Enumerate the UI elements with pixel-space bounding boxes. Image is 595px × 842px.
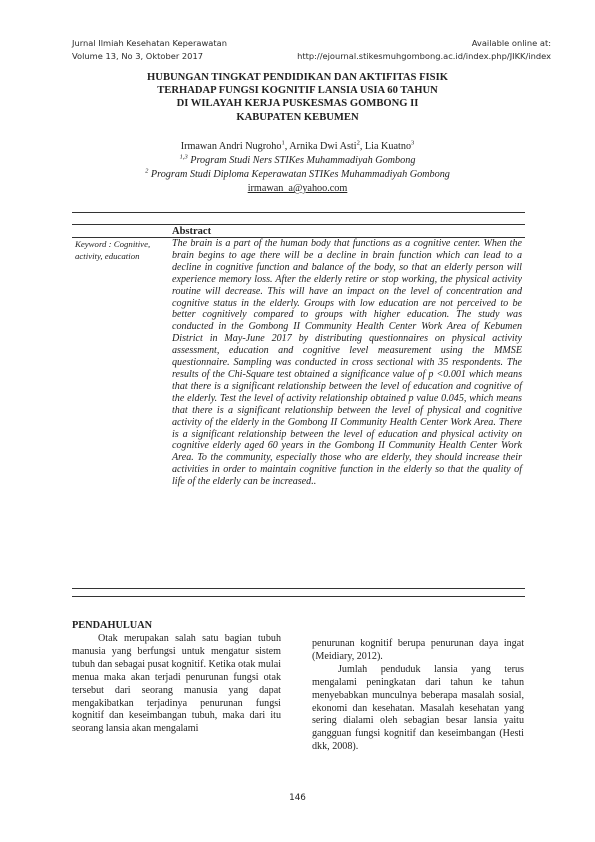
affiliation-2-sup: 2 <box>145 167 149 175</box>
author-2-sup: 2 <box>356 139 360 147</box>
author-sep-2: , <box>359 141 365 152</box>
affiliation-1-sup: 1,3 <box>179 153 188 161</box>
author-3: Lia Kuatno <box>364 141 412 152</box>
author-block <box>40 140 555 196</box>
body-column-right <box>312 638 524 754</box>
affiliation-2 <box>40 168 555 182</box>
journal-url[interactable]: http://ejournal.stikesmuhgombong.ac.id/index.php/JIKK/index <box>297 50 551 61</box>
author-2: Arnika Dwi Asti <box>289 141 357 152</box>
available-online-label: Available online at: <box>471 38 551 48</box>
running-header-right <box>297 37 551 62</box>
section-heading: PENDAHULUAN <box>72 620 153 631</box>
title-line-3: DI WILAYAH KERJA PUSKESMAS GOMBONG II <box>176 98 419 110</box>
title-line-2: TERHADAP FUNGSI KOGNITIF LANSIA USIA 60 TAHUN <box>157 85 438 97</box>
author-1: Irmawan Andri Nugroho <box>180 141 282 152</box>
journal-name: Jurnal Ilmiah Kesehatan Keperawatan <box>72 38 227 48</box>
page-number: 146 <box>289 793 306 803</box>
intro-paragraph-2: Jumlah penduduk lansia yang terus mengalami peningkatan dari tahun ke tahun menyebabkan munculnya beberapa masalah sosial, ekonomi dan kesehatan. Masalah kesehatan yang sering dialami oleh sebagian besar lansia yaitu gangguan fungsi kognitif dan keseimbangan (Hesti dkk, 2008). <box>312 663 524 753</box>
author-sep-1: , <box>284 141 290 152</box>
title-line-4: KABUPATEN KEBUMEN <box>236 111 359 123</box>
paper-title <box>40 71 555 124</box>
author-1-sup: 1 <box>281 139 285 147</box>
abstract-bottom-rule <box>72 588 525 589</box>
author-email <box>40 182 555 196</box>
running-header-left <box>72 37 227 62</box>
abstract-bottom-rule-2 <box>72 596 525 597</box>
journal-volume: Volume 13, No 3, Oktober 2017 <box>72 50 203 61</box>
abstract-heading-rule <box>72 224 525 225</box>
abstract-top-rule <box>72 212 525 213</box>
affiliation-1-text: Program Studi Ners STIKes Muhammadiyah Gombong <box>187 155 416 166</box>
affiliation-2-text: Program Studi Diploma Keperawatan STIKes Muhammadiyah Gombong <box>148 169 450 180</box>
author-list <box>40 140 555 154</box>
author-3-sup: 3 <box>411 139 415 147</box>
intro-paragraph-1-cont: penurunan kognitif berupa penurunan daya ingat (Meidiary, 2012). <box>312 638 524 662</box>
intro-paragraph-1: Otak merupakan salah satu bagian tubuh manusia yang berfungsi untuk mengatur sistem tubuh dan sebagai pusat kognitif. Ketika otak mulai menua maka akan terjadi penurunan fungsi otak tersebut dari seorang manusia yang dapat mengakibatkan terjadinya penurunan fungsi kognitif dan keseimbangan tubuh, maka dari itu seorang lansia akan mengalami <box>72 633 281 735</box>
title-line-1: HUBUNGAN TINGKAT PENDIDIKAN DAN AKTIFITAS FISIK <box>147 72 448 83</box>
body-column-left <box>72 633 281 736</box>
email-link[interactable]: irmawan_a@yahoo.com <box>247 183 348 194</box>
abstract-text: The brain is a part of the human body that functions as a cognitive center. When the brain begins to age there will be a decline in brain function which can lead to a decline in cognitive function and balance of the body, so that an elderly person will experience memory loss. After the elderly retire or stop working, the physical activity routine will decrease. This will have an impact on the level of concentration and cognitive status in the elderly. Groups with low education are not perceived to be better cognitively compared to groups with higher education. The study was conducted in the Gombong II Community Health Center Work Area of Kebumen District in May-June 2017 by distributing questionnaires on physical activity assessment, education and cognitive level measurement using the MMSE questionnaire. Sampling was conducted in cross sectional with 35 respondents. The results of the Chi-Square test obtained a significance value of p <0.001 which means that there is a significant relationship between the level of education and cognitive of the elderly. Test the level of activity relationship obtained p value 0.045, which means that there is a significant relationship between the level of physical and cognitive activity of the elderly in the Gombong II Community Health Center Work Area. There is a significant relationship between the level of education and physical activity on cognitive elderly aged 60 years in the Gombong II Community Health Center Work Area. To the community, especially those who are elderly, they should increase their activities in order to maintain cognitive function in the elderly so that the quality of life of the elderly can be increased.. <box>172 238 522 488</box>
keywords: Keyword : Cognitive, activity, education <box>75 239 151 261</box>
affiliation-1 <box>40 154 555 168</box>
abstract-heading: Abstract <box>172 226 212 237</box>
